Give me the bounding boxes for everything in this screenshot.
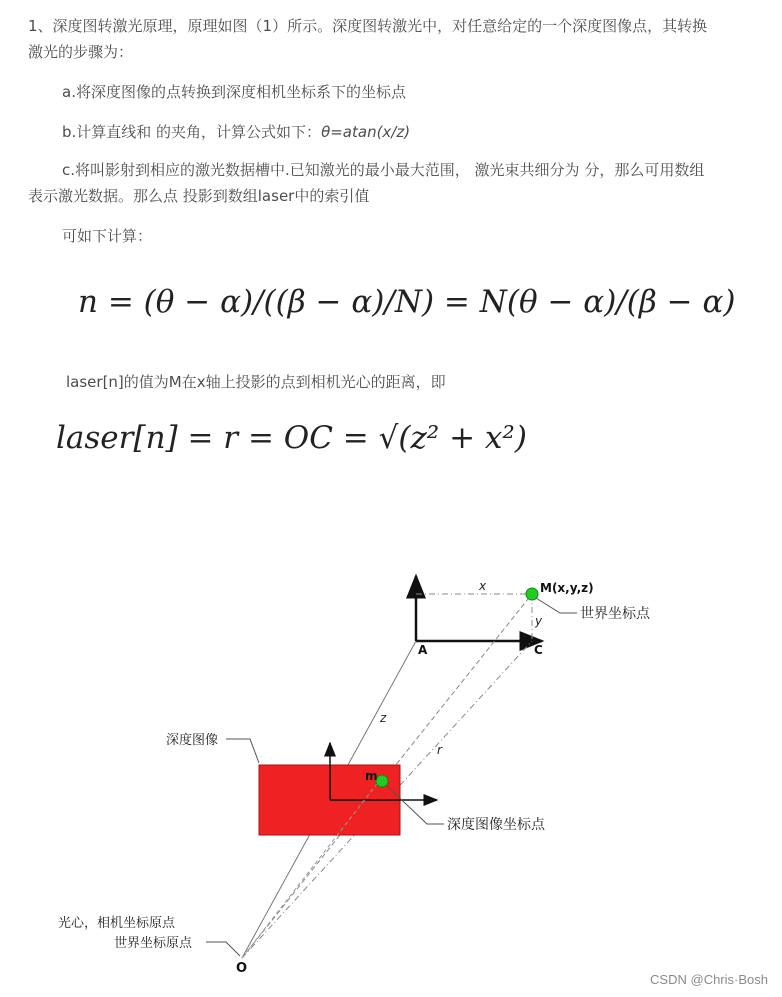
label-depth-point: 深度图像坐标点 [447, 817, 545, 833]
step-b-text: b.计算直线和 的夹角，计算公式如下： [62, 123, 322, 141]
depth-to-laser-diagram [0, 560, 782, 980]
step-b-formula: θ=atan(x/z) [321, 123, 411, 141]
label-M: M(x,y,z) [540, 581, 594, 595]
label-m: m [365, 769, 378, 783]
step-c-line-1: c.将叫影射到相应的激光数据槽中.已知激光的最小最大范围， 激光束共细分为 分，那么可用数组 [62, 161, 705, 179]
depth-image-leader [226, 739, 259, 763]
calc-label: 可如下计算： [62, 227, 153, 245]
label-world-origin: 世界坐标原点 [114, 936, 193, 951]
formula-n: n = (θ − α)/((β − α)/N) = N(θ − α)/(β − α) [78, 284, 736, 320]
step-a: a.将深度图像的点转换到深度相机坐标系下的坐标点 [62, 83, 406, 101]
label-world-point: 世界坐标点 [580, 606, 650, 622]
label-C: C [534, 643, 543, 657]
label-optical-center: 光心，相机坐标原点 [58, 916, 176, 931]
laser-description: laser[n]的值为M在x轴上投影的点到相机光心的距离，即 [66, 373, 446, 391]
formula-laser: laser[n] = r = OC = √(z² + x²) [56, 420, 527, 456]
step-b [62, 120, 410, 144]
world-point-leader [536, 598, 577, 613]
label-z: z [380, 711, 387, 725]
watermark: CSDN @Chris·Bosh [650, 972, 768, 987]
step-c-line-2: 表示激光数据。那么点 投影到数组laser中的索引值 [28, 187, 370, 205]
origin-leader [206, 942, 240, 956]
label-O: O [236, 961, 248, 976]
label-depth-image: 深度图像 [166, 733, 219, 748]
label-x: x [479, 579, 487, 593]
intro-line-2: 激光的步骤为： [28, 43, 134, 61]
label-A: A [418, 643, 428, 657]
label-r: r [437, 743, 442, 757]
intro-line-1: 1、深度图转激光原理，原理如图（1）所示。深度图转激光中，对任意给定的一个深度图像点，其转换 [28, 17, 708, 35]
label-y: y [535, 614, 543, 628]
